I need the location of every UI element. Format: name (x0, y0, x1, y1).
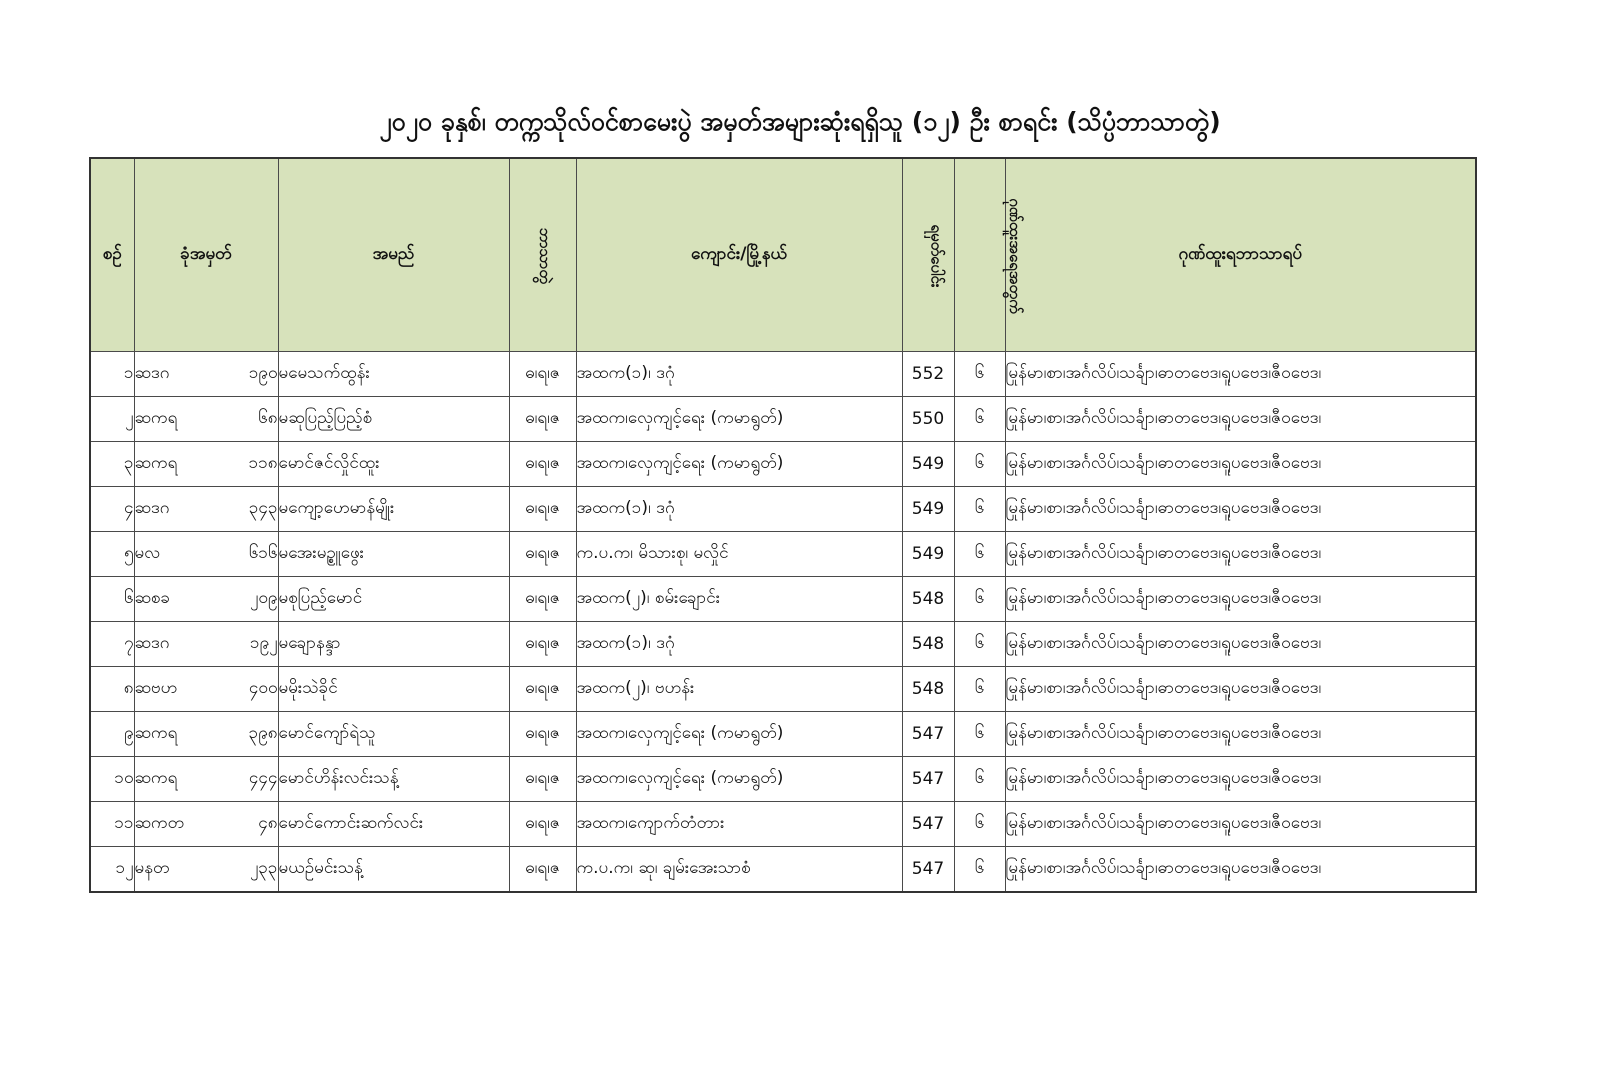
row-grade: ၆ (954, 757, 1005, 802)
row-grade: ၆ (954, 397, 1005, 442)
row-name: မယဉ်မင်းသန့် (278, 847, 509, 893)
row-grade: ၆ (954, 577, 1005, 622)
row-subjects: မြန်မာ၊စာ၊အင်္ဂလိပ်၊သင်္ချာ၊ဓာတုဗေဒ၊ရူပဗေဒ၊ဇီဝဗေဒ၊ (1005, 667, 1476, 712)
header-no: စဉ် (90, 158, 134, 352)
row-name: မမေသက်ထွန်း (278, 352, 509, 397)
row-group: ဓ၊ရ၊ဇ (509, 487, 576, 532)
results-table (89, 157, 1477, 893)
table-row (90, 442, 1476, 487)
header-group-cell (509, 158, 576, 352)
row-grade: ၆ (954, 847, 1005, 893)
row-roll (134, 802, 278, 847)
page-title: ၂၀၂၀ ခုနှစ်၊ တက္ကသိုလ်ဝင်စာမေးပွဲ အမှတ်အများဆုံးရရှိသူ (၁၂) ဦး စာရင်း (သိပ္ပံဘာသာတွဲ) (379, 107, 1221, 136)
row-roll (134, 442, 278, 487)
row-roll (134, 487, 278, 532)
row-grade: ၆ (954, 712, 1005, 757)
row-group: ဓ၊ရ၊ဇ (509, 847, 576, 893)
row-roll (134, 847, 278, 893)
row-name: မောင်ဇင်လှိုင်ထူး (278, 442, 509, 487)
row-roll (134, 397, 278, 442)
row-roll (134, 352, 278, 397)
roll-number: ၃၄၃ (248, 497, 278, 518)
row-no: ၁ (90, 352, 134, 397)
table-row (90, 757, 1476, 802)
row-no: ၆ (90, 577, 134, 622)
row-group: ဓ၊ရ၊ဇ (509, 352, 576, 397)
row-grade: ၆ (954, 802, 1005, 847)
header-grade-cell (954, 158, 1024, 352)
table-row (90, 667, 1476, 712)
row-school: အထက(၂)၊ ဗဟန်း (576, 667, 902, 712)
roll-number: ၆၈ (258, 407, 278, 428)
row-no: ၅ (90, 532, 134, 577)
row-roll (134, 757, 278, 802)
roll-number: ၄၈ (258, 812, 278, 833)
table-row (90, 712, 1476, 757)
row-school: အထက၊လှေကျင့်ရေး (ကမာရွတ်) (576, 442, 902, 487)
row-subjects: မြန်မာ၊စာ၊အင်္ဂလိပ်၊သင်္ချာ၊ဓာတုဗေဒ၊ရူပဗေဒ၊ဇီဝဗေဒ၊ (1005, 622, 1476, 667)
roll-prefix: ဆဒဂ (134, 632, 170, 653)
row-group: ဓ၊ရ၊ဇ (509, 622, 576, 667)
row-marks: 550 (902, 397, 954, 442)
row-roll (134, 577, 278, 622)
row-subjects: မြန်မာ၊စာ၊အင်္ဂလိပ်၊သင်္ချာ၊ဓာတုဗေဒ၊ရူပဗေဒ၊ဇီဝဗေဒ၊ (1005, 397, 1476, 442)
row-group: ဓ၊ရ၊ဇ (509, 397, 576, 442)
header-roll: ခုံအမှတ် (134, 158, 278, 352)
row-group: ဓ၊ရ၊ဇ (509, 577, 576, 622)
roll-number: ၂၃၃ (250, 857, 278, 878)
row-school: အထက၊လှေကျင့်ရေး (ကမာရွတ်) (576, 397, 902, 442)
roll-prefix: ဆဗဟ (134, 677, 178, 698)
header-row (90, 158, 1476, 352)
row-grade: ၆ (954, 352, 1005, 397)
row-marks: 549 (902, 442, 954, 487)
row-marks: 547 (902, 847, 954, 893)
roll-number: ၃၉၈ (248, 722, 278, 743)
row-subjects: မြန်မာ၊စာ၊အင်္ဂလိပ်၊သင်္ချာ၊ဓာတုဗေဒ၊ရူပဗေဒ၊ဇီဝဗေဒ၊ (1005, 532, 1476, 577)
roll-number: ၁၉၂ (250, 632, 278, 653)
row-subjects: မြန်မာ၊စာ၊အင်္ဂလိပ်၊သင်္ချာ၊ဓာတုဗေဒ၊ရူပဗေဒ၊ဇီဝဗေဒ၊ (1005, 802, 1476, 847)
row-subjects: မြန်မာ၊စာ၊အင်္ဂလိပ်၊သင်္ချာ၊ဓာတုဗေဒ၊ရူပဗေဒ၊ဇီဝဗေဒ၊ (1005, 442, 1476, 487)
row-school: အထက၊ကျောက်တံတား (576, 802, 902, 847)
row-school: က.ပ.က၊ မိသားစု၊ မလှိုင် (576, 532, 902, 577)
row-no: ၃ (90, 442, 134, 487)
roll-prefix: ဆဒဂ (134, 362, 170, 383)
roll-prefix: ဆစခ (134, 587, 171, 608)
roll-prefix: ဆကရ (134, 407, 178, 428)
row-name: မကျော့ဟေမာန်မျိုး (278, 487, 509, 532)
row-name: မစုပြည့်မောင် (278, 577, 509, 622)
row-marks: 548 (902, 622, 954, 667)
row-grade: ၆ (954, 622, 1005, 667)
row-subjects: မြန်မာ၊စာ၊အင်္ဂလိပ်၊သင်္ချာ၊ဓာတုဗေဒ၊ရူပဗေဒ၊ဇီဝဗေဒ၊ (1005, 352, 1476, 397)
roll-prefix: ဆကရ (134, 452, 178, 473)
row-no: ၉ (90, 712, 134, 757)
roll-prefix: ဆဒဂ (134, 497, 170, 518)
row-grade: ၆ (954, 442, 1005, 487)
header-subjects: ဂုဏ်ထူးရဘာသာရပ် (1005, 158, 1476, 352)
roll-number: ၆၁၆ (248, 542, 278, 563)
row-roll (134, 667, 278, 712)
row-roll (134, 712, 278, 757)
table-row (90, 397, 1476, 442)
row-marks: 548 (902, 577, 954, 622)
row-name: မဆုပြည့်ပြည့်စံ (278, 397, 509, 442)
row-subjects: မြန်မာ၊စာ၊အင်္ဂလိပ်၊သင်္ချာ၊ဓာတုဗေဒ၊ရူပဗေဒ၊ဇီဝဗေဒ၊ (1005, 757, 1476, 802)
row-subjects: မြန်မာ၊စာ၊အင်္ဂလိပ်၊သင်္ချာ၊ဓာတုဗေဒ၊ရူပဗေဒ၊ဇီဝဗေဒ၊ (1005, 847, 1476, 893)
row-no: ၈ (90, 667, 134, 712)
header-grade: ဂုဏ်ထူးအရေအတွက် (1005, 197, 1024, 314)
row-no: ၁၂ (90, 847, 134, 893)
header-group: ဘာသာတွဲ (535, 227, 554, 284)
roll-prefix: မလ (134, 542, 161, 563)
row-name: မအေးမဥ္စူဖွေး (278, 532, 509, 577)
row-school: အထက(၁)၊ ဒဂုံ (576, 487, 902, 532)
row-no: ၁၁ (90, 802, 134, 847)
roll-prefix: ဆကရ (134, 767, 178, 788)
row-school: အထက(၁)၊ ဒဂုံ (576, 622, 902, 667)
row-grade: ၆ (954, 667, 1005, 712)
row-grade: ၆ (954, 487, 1005, 532)
row-subjects: မြန်မာ၊စာ၊အင်္ဂလိပ်၊သင်္ချာ၊ဓာတုဗေဒ၊ရူပဗေဒ၊ဇီဝဗေဒ၊ (1005, 712, 1476, 757)
roll-number: ၄၄၄ (248, 767, 278, 788)
row-no: ၂ (90, 397, 134, 442)
table-row (90, 622, 1476, 667)
header-name: အမည် (278, 158, 509, 352)
row-school: အထက(၁)၊ ဒဂုံ (576, 352, 902, 397)
row-no: ၄ (90, 487, 134, 532)
row-name: မောင်ကျော်ရဲသူ (278, 712, 509, 757)
row-roll (134, 622, 278, 667)
row-name: မောင်ဟိန်းလင်းသန့် (278, 757, 509, 802)
row-marks: 547 (902, 757, 954, 802)
row-marks: 547 (902, 712, 954, 757)
table-row (90, 802, 1476, 847)
roll-prefix: ဆကရ (134, 722, 178, 743)
row-marks: 548 (902, 667, 954, 712)
row-name: မချောနန္ဒာ (278, 622, 509, 667)
row-subjects: မြန်မာ၊စာ၊အင်္ဂလိပ်၊သင်္ချာ၊ဓာတုဗေဒ၊ရူပဗေဒ၊ဇီဝဗေဒ၊ (1005, 577, 1476, 622)
row-subjects: မြန်မာ၊စာ၊အင်္ဂလိပ်၊သင်္ချာ၊ဓာတုဗေဒ၊ရူပဗေဒ၊ဇီဝဗေဒ၊ (1005, 487, 1476, 532)
row-school: အထက၊လှေကျင့်ရေး (ကမာရွတ်) (576, 757, 902, 802)
row-grade: ၆ (954, 532, 1005, 577)
row-name: မမိုးသဲခိုင် (278, 667, 509, 712)
header-school: ကျောင်း/မြို့နယ် (576, 158, 902, 352)
table-body (90, 352, 1476, 893)
table-row (90, 532, 1476, 577)
row-name: မောင်ကောင်းဆက်လင်း (278, 802, 509, 847)
row-roll (134, 532, 278, 577)
row-marks: 547 (902, 802, 954, 847)
roll-number: ၄၀၀ (248, 677, 278, 698)
row-marks: 549 (902, 487, 954, 532)
row-marks: 549 (902, 532, 954, 577)
roll-number: ၁၉၀ (248, 362, 278, 383)
roll-prefix: ဆကတ (134, 812, 185, 833)
row-group: ဓ၊ရ၊ဇ (509, 532, 576, 577)
roll-prefix: မနတ (134, 857, 170, 878)
table-row (90, 352, 1476, 397)
row-group: ဓ၊ရ၊ဇ (509, 442, 576, 487)
header-marks: ရမှတ်ပေါင်း (927, 223, 946, 288)
row-no: ၁၀ (90, 757, 134, 802)
roll-number: ၂၀၉ (250, 587, 278, 608)
row-school: အထက(၂)၊ စမ်းချောင်း (576, 577, 902, 622)
row-group: ဓ၊ရ၊ဇ (509, 712, 576, 757)
table-row (90, 487, 1476, 532)
row-marks: 552 (902, 352, 954, 397)
table-header (90, 158, 1476, 352)
header-marks-cell (902, 158, 954, 352)
row-group: ဓ၊ရ၊ဇ (509, 757, 576, 802)
row-no: ၇ (90, 622, 134, 667)
table-row (90, 847, 1476, 893)
row-group: ဓ၊ရ၊ဇ (509, 802, 576, 847)
row-school: က.ပ.က၊ ဆု၊ ချမ်းအေးသာစံ (576, 847, 902, 893)
table-row (90, 577, 1476, 622)
row-school: အထက၊လှေကျင့်ရေး (ကမာရွတ်) (576, 712, 902, 757)
roll-number: ၁၁၈ (248, 452, 278, 473)
row-group: ဓ၊ရ၊ဇ (509, 667, 576, 712)
